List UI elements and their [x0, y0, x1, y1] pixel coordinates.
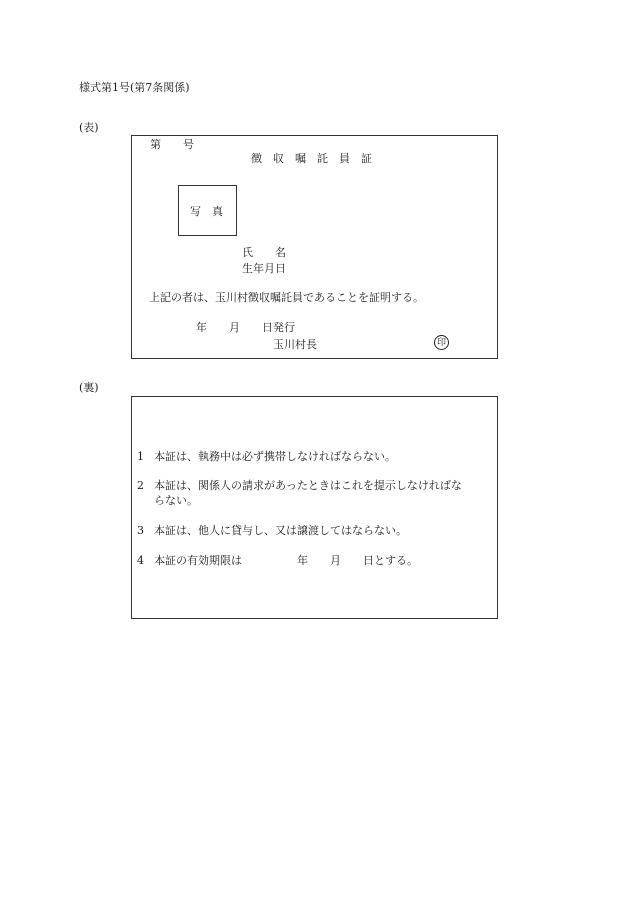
back-label: (裏): [79, 381, 99, 394]
photo-label: 写 真: [190, 205, 223, 218]
form-title: 様式第1号(第7条関係): [79, 81, 190, 94]
item-4-text: 本証の有効期限は 年 月 日とする。: [154, 554, 418, 567]
certify-text: 上記の者は、玉川村徴収嘱託員であることを証明する。: [149, 291, 424, 304]
back-card: [131, 396, 498, 619]
photo-box: [178, 185, 237, 236]
item-3-text: 本証は、他人に貸与し、又は譲渡してはならない。: [154, 524, 407, 537]
front-label: (表): [79, 121, 99, 134]
item-2-number: 2: [137, 479, 144, 492]
birth-label: 生年月日: [242, 262, 286, 275]
seal-mark: 印: [434, 335, 449, 350]
item-1-number: 1: [137, 450, 144, 463]
item-4-number: 4: [137, 554, 144, 567]
number-line: 第 号: [150, 138, 194, 151]
item-3-number: 3: [137, 524, 144, 537]
front-card: [131, 135, 498, 359]
card-title: 徴 収 嘱 託 員 証: [251, 152, 372, 165]
issuer: 玉川村長: [273, 338, 317, 351]
item-2-text: 本証は、関係人の請求があったときはこれを提示しなければな: [154, 479, 462, 492]
item-1-text: 本証は、執務中は必ず携帯しなければならない。: [154, 450, 396, 463]
item-2-text-cont: らない。: [154, 494, 198, 507]
issue-date: 年 月 日発行: [196, 321, 295, 334]
name-label: 氏 名: [242, 246, 286, 259]
